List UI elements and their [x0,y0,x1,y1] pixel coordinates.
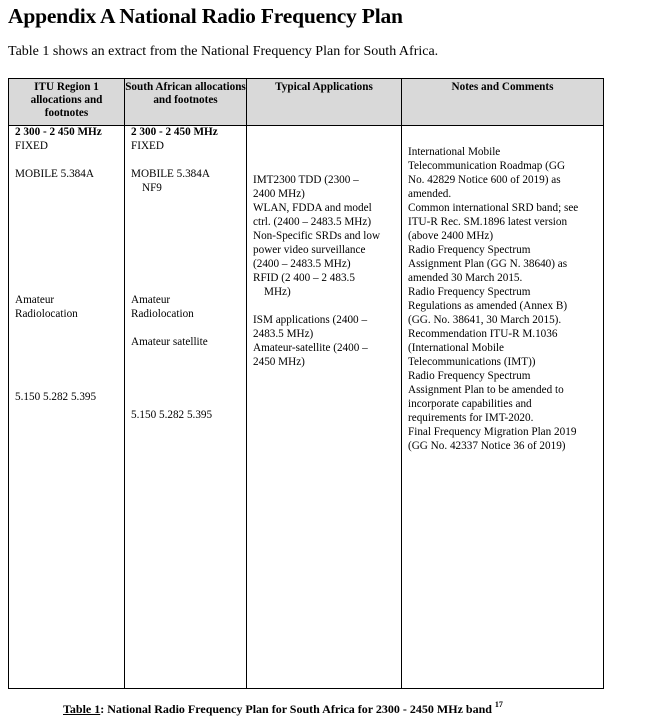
note-line: Assignment Plan to be amended to [408,384,564,396]
note-line: Recommendation ITU-R M.1036 [408,328,558,340]
caption-label: Table 1 [63,702,101,716]
itu-footnotes: 5.150 5.282 5.395 [15,391,97,403]
frequency-plan-table [8,78,604,689]
sa-fixed: FIXED [131,140,164,152]
note-line: (GG No. 42337 Notice 36 of 2019) [408,440,566,452]
app-wlan-line1: WLAN, FDDA and model [253,202,372,214]
itu-band: 2 300 - 2 450 MHz [15,126,102,138]
app-rfid-line2: MHz) [264,286,291,298]
note-line: Radio Frequency Spectrum [408,286,531,298]
sa-footnotes: 5.150 5.282 5.395 [131,409,213,421]
note-line: amended. [408,188,452,200]
note-line: (International Mobile [408,342,504,354]
app-rfid-line1: RFID (2 400 – 2 483.5 [253,272,355,284]
itu-amateur: Amateur [15,294,55,306]
itu-mobile: MOBILE 5.384A [15,168,94,180]
header-south-african: South African allocations and footnotes [125,79,247,126]
sa-mobile: MOBILE 5.384A [131,168,210,180]
note-line: Assignment Plan (GG N. 38640) as [408,258,568,270]
note-line: incorporate capabilities and [408,398,532,410]
applications-cell [247,126,402,689]
app-srd-line3: (2400 – 2483.5 MHz) [253,258,351,270]
header-notes-comments: Notes and Comments [402,79,604,126]
sa-amateur: Amateur [131,294,171,306]
header-typical-applications: Typical Applications [247,79,402,126]
note-line: Telecommunications (IMT)) [408,356,536,368]
caption-text: : National Radio Frequency Plan for South Africa for 2300 - 2450 MHz band [100,702,495,716]
itu-radiolocation: Radiolocation [15,308,78,320]
page-heading: Appendix A National Radio Frequency Plan [8,4,403,28]
table-header-row [9,79,604,126]
app-srd-line1: Non-Specific SRDs and low [253,230,381,242]
notes-cell [402,126,604,689]
sa-mobile-nf: NF9 [142,182,162,194]
note-line: Common international SRD band; see [408,202,579,214]
table-caption [63,702,503,717]
sa-allocations-cell [125,126,247,689]
app-wlan-line2: ctrl. (2400 – 2483.5 MHz) [253,216,372,228]
sa-band: 2 300 - 2 450 MHz [131,126,218,138]
note-line: ITU-R Rec. SM.1896 latest version [408,216,568,228]
app-srd-line2: power video surveillance [253,244,366,256]
note-line: Regulations as amended (Annex B) [408,300,568,312]
sa-radiolocation: Radiolocation [131,308,194,320]
sa-amateur-satellite: Amateur satellite [131,336,208,348]
itu-allocations-cell [9,126,125,689]
note-line: amended 30 March 2015. [408,272,523,284]
note-line: (above 2400 MHz) [408,230,494,242]
caption-footnote-ref: 17 [494,700,503,709]
itu-fixed: FIXED [15,140,48,152]
note-line: Telecommunication Roadmap (GG [408,160,566,172]
note-line: requirements for IMT-2020. [408,412,534,424]
note-line: Radio Frequency Spectrum [408,244,531,256]
app-imt-line1: IMT2300 TDD (2300 – [253,174,359,186]
app-amsat-line2: 2450 MHz) [253,356,305,368]
note-line: Radio Frequency Spectrum [408,370,531,382]
header-itu-region: ITU Region 1 allocations and footnotes [9,79,125,126]
note-line: Final Frequency Migration Plan 2019 [408,426,577,438]
note-line: (GG. No. 38641, 30 March 2015). [408,314,562,326]
app-amsat-line1: Amateur-satellite (2400 – [253,342,368,354]
app-ism-line1: ISM applications (2400 – [253,314,368,326]
app-imt-line2: 2400 MHz) [253,188,305,200]
note-line: No. 42829 Notice 600 of 2019) as [408,174,561,186]
intro-paragraph: Table 1 shows an extract from the National Frequency Plan for South Africa. [8,44,439,59]
table-row [9,126,604,689]
note-line: International Mobile [408,146,501,158]
app-ism-line2: 2483.5 MHz) [253,328,314,340]
